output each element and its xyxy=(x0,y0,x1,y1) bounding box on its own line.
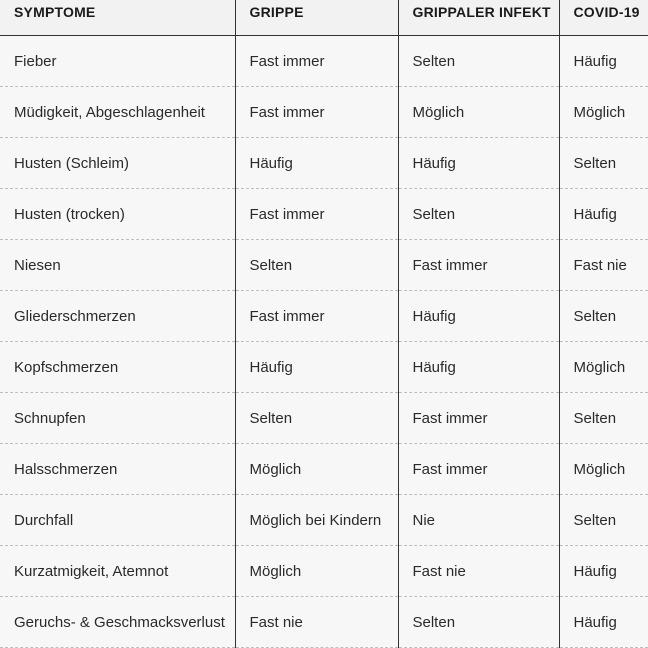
symptom-cell: Gliederschmerzen xyxy=(0,291,235,342)
grippe-cell: Selten xyxy=(235,240,398,291)
symptom-cell: Husten (Schleim) xyxy=(0,138,235,189)
symptom-cell: Husten (trocken) xyxy=(0,189,235,240)
grippaler-infekt-cell: Möglich xyxy=(398,87,559,138)
table-row xyxy=(0,291,648,342)
header-grippaler-infekt: GRIPPALER INFEKT xyxy=(398,0,559,36)
table-body xyxy=(0,36,648,648)
symptom-cell: Müdigkeit, Abgeschlagenheit xyxy=(0,87,235,138)
symptom-cell: Fieber xyxy=(0,36,235,87)
table-row xyxy=(0,138,648,189)
covid-cell: Selten xyxy=(559,393,648,444)
grippaler-infekt-cell: Häufig xyxy=(398,138,559,189)
grippaler-infekt-cell: Nie xyxy=(398,495,559,546)
table-row xyxy=(0,189,648,240)
covid-cell: Häufig xyxy=(559,36,648,87)
grippaler-infekt-cell: Häufig xyxy=(398,342,559,393)
table-row xyxy=(0,87,648,138)
table-row xyxy=(0,342,648,393)
grippe-cell: Fast immer xyxy=(235,36,398,87)
covid-cell: Häufig xyxy=(559,546,648,597)
symptom-cell: Kurzatmigkeit, Atemnot xyxy=(0,546,235,597)
header-grippe: GRIPPE xyxy=(235,0,398,36)
grippe-cell: Selten xyxy=(235,393,398,444)
covid-cell: Selten xyxy=(559,291,648,342)
covid-cell: Häufig xyxy=(559,597,648,648)
symptom-cell: Geruchs- & Geschmacksverlust xyxy=(0,597,235,648)
table-header xyxy=(0,0,648,36)
grippe-cell: Fast nie xyxy=(235,597,398,648)
table-row xyxy=(0,597,648,648)
table-row xyxy=(0,36,648,87)
table-row xyxy=(0,393,648,444)
header-row xyxy=(0,0,648,36)
header-covid-19: COVID-19 xyxy=(559,0,648,36)
covid-cell: Möglich xyxy=(559,444,648,495)
grippaler-infekt-cell: Fast immer xyxy=(398,240,559,291)
covid-cell: Fast nie xyxy=(559,240,648,291)
grippe-cell: Häufig xyxy=(235,138,398,189)
table-row xyxy=(0,495,648,546)
grippaler-infekt-cell: Häufig xyxy=(398,291,559,342)
grippe-cell: Fast immer xyxy=(235,291,398,342)
grippe-cell: Fast immer xyxy=(235,87,398,138)
grippaler-infekt-cell: Fast immer xyxy=(398,444,559,495)
grippe-cell: Möglich xyxy=(235,546,398,597)
grippe-cell: Häufig xyxy=(235,342,398,393)
symptom-cell: Halsschmerzen xyxy=(0,444,235,495)
symptom-cell: Niesen xyxy=(0,240,235,291)
grippaler-infekt-cell: Fast nie xyxy=(398,546,559,597)
grippaler-infekt-cell: Selten xyxy=(398,36,559,87)
table-row xyxy=(0,240,648,291)
covid-cell: Selten xyxy=(559,495,648,546)
grippaler-infekt-cell: Selten xyxy=(398,189,559,240)
covid-cell: Möglich xyxy=(559,87,648,138)
grippe-cell: Fast immer xyxy=(235,189,398,240)
covid-cell: Häufig xyxy=(559,189,648,240)
table-row xyxy=(0,444,648,495)
grippe-cell: Möglich bei Kindern xyxy=(235,495,398,546)
covid-cell: Selten xyxy=(559,138,648,189)
symptom-cell: Kopfschmerzen xyxy=(0,342,235,393)
header-symptome: SYMPTOME xyxy=(0,0,235,36)
covid-cell: Möglich xyxy=(559,342,648,393)
table-row xyxy=(0,546,648,597)
grippaler-infekt-cell: Fast immer xyxy=(398,393,559,444)
symptom-cell: Durchfall xyxy=(0,495,235,546)
symptom-cell: Schnupfen xyxy=(0,393,235,444)
grippe-cell: Möglich xyxy=(235,444,398,495)
grippaler-infekt-cell: Selten xyxy=(398,597,559,648)
